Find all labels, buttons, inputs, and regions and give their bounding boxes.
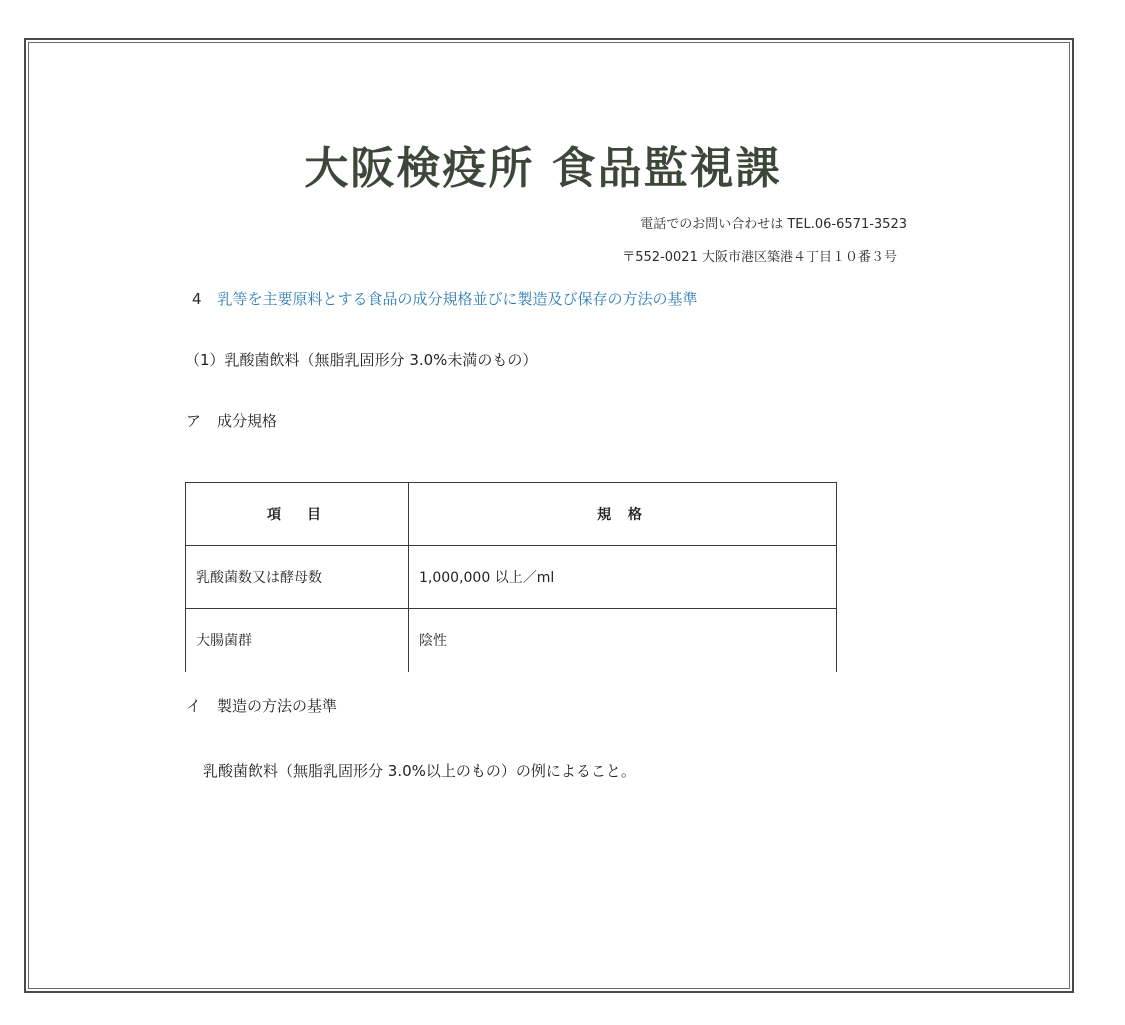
item-a-mark: ア: [186, 412, 202, 430]
manufacturing-note: 乳酸菌飲料（無脂乳固形分 3.0%以上のもの）の例によること。: [203, 762, 636, 780]
item-b-label: 製造の方法の基準: [217, 697, 338, 715]
table-header-row: [186, 483, 837, 546]
item-a-label: 成分規格: [217, 412, 278, 430]
section-heading-text: 乳等を主要原料とする食品の成分規格並びに製造及び保存の方法の基準: [217, 290, 698, 308]
section-number: 4: [192, 290, 202, 308]
contact-phone: 電話でのお問い合わせは TEL.06-6571-3523: [640, 217, 907, 232]
contact-address: 〒552-0021 大阪市港区築港４丁目１０番３号: [622, 250, 897, 265]
spec-table: [185, 482, 837, 672]
table-row: [186, 546, 837, 609]
page-title: 大阪検疫所 食品監視課: [304, 143, 782, 194]
section-heading: [192, 288, 698, 309]
table-cell-item: 乳酸菌数又は酵母数: [186, 546, 409, 609]
subsection-title: （1）乳酸菌飲料（無脂乳固形分 3.0%未満のもの）: [185, 351, 538, 369]
item-b-heading: [186, 695, 337, 716]
item-b-mark: イ: [186, 697, 202, 715]
item-a-heading: [186, 410, 277, 431]
table-row: [186, 609, 837, 672]
table-header-item: 項 目: [186, 483, 409, 546]
table-cell-spec: 1,000,000 以上／ml: [409, 546, 837, 609]
table-header-spec: 規 格: [409, 483, 837, 546]
table-cell-item: 大腸菌群: [186, 609, 409, 672]
table-cell-spec: 陰性: [409, 609, 837, 672]
